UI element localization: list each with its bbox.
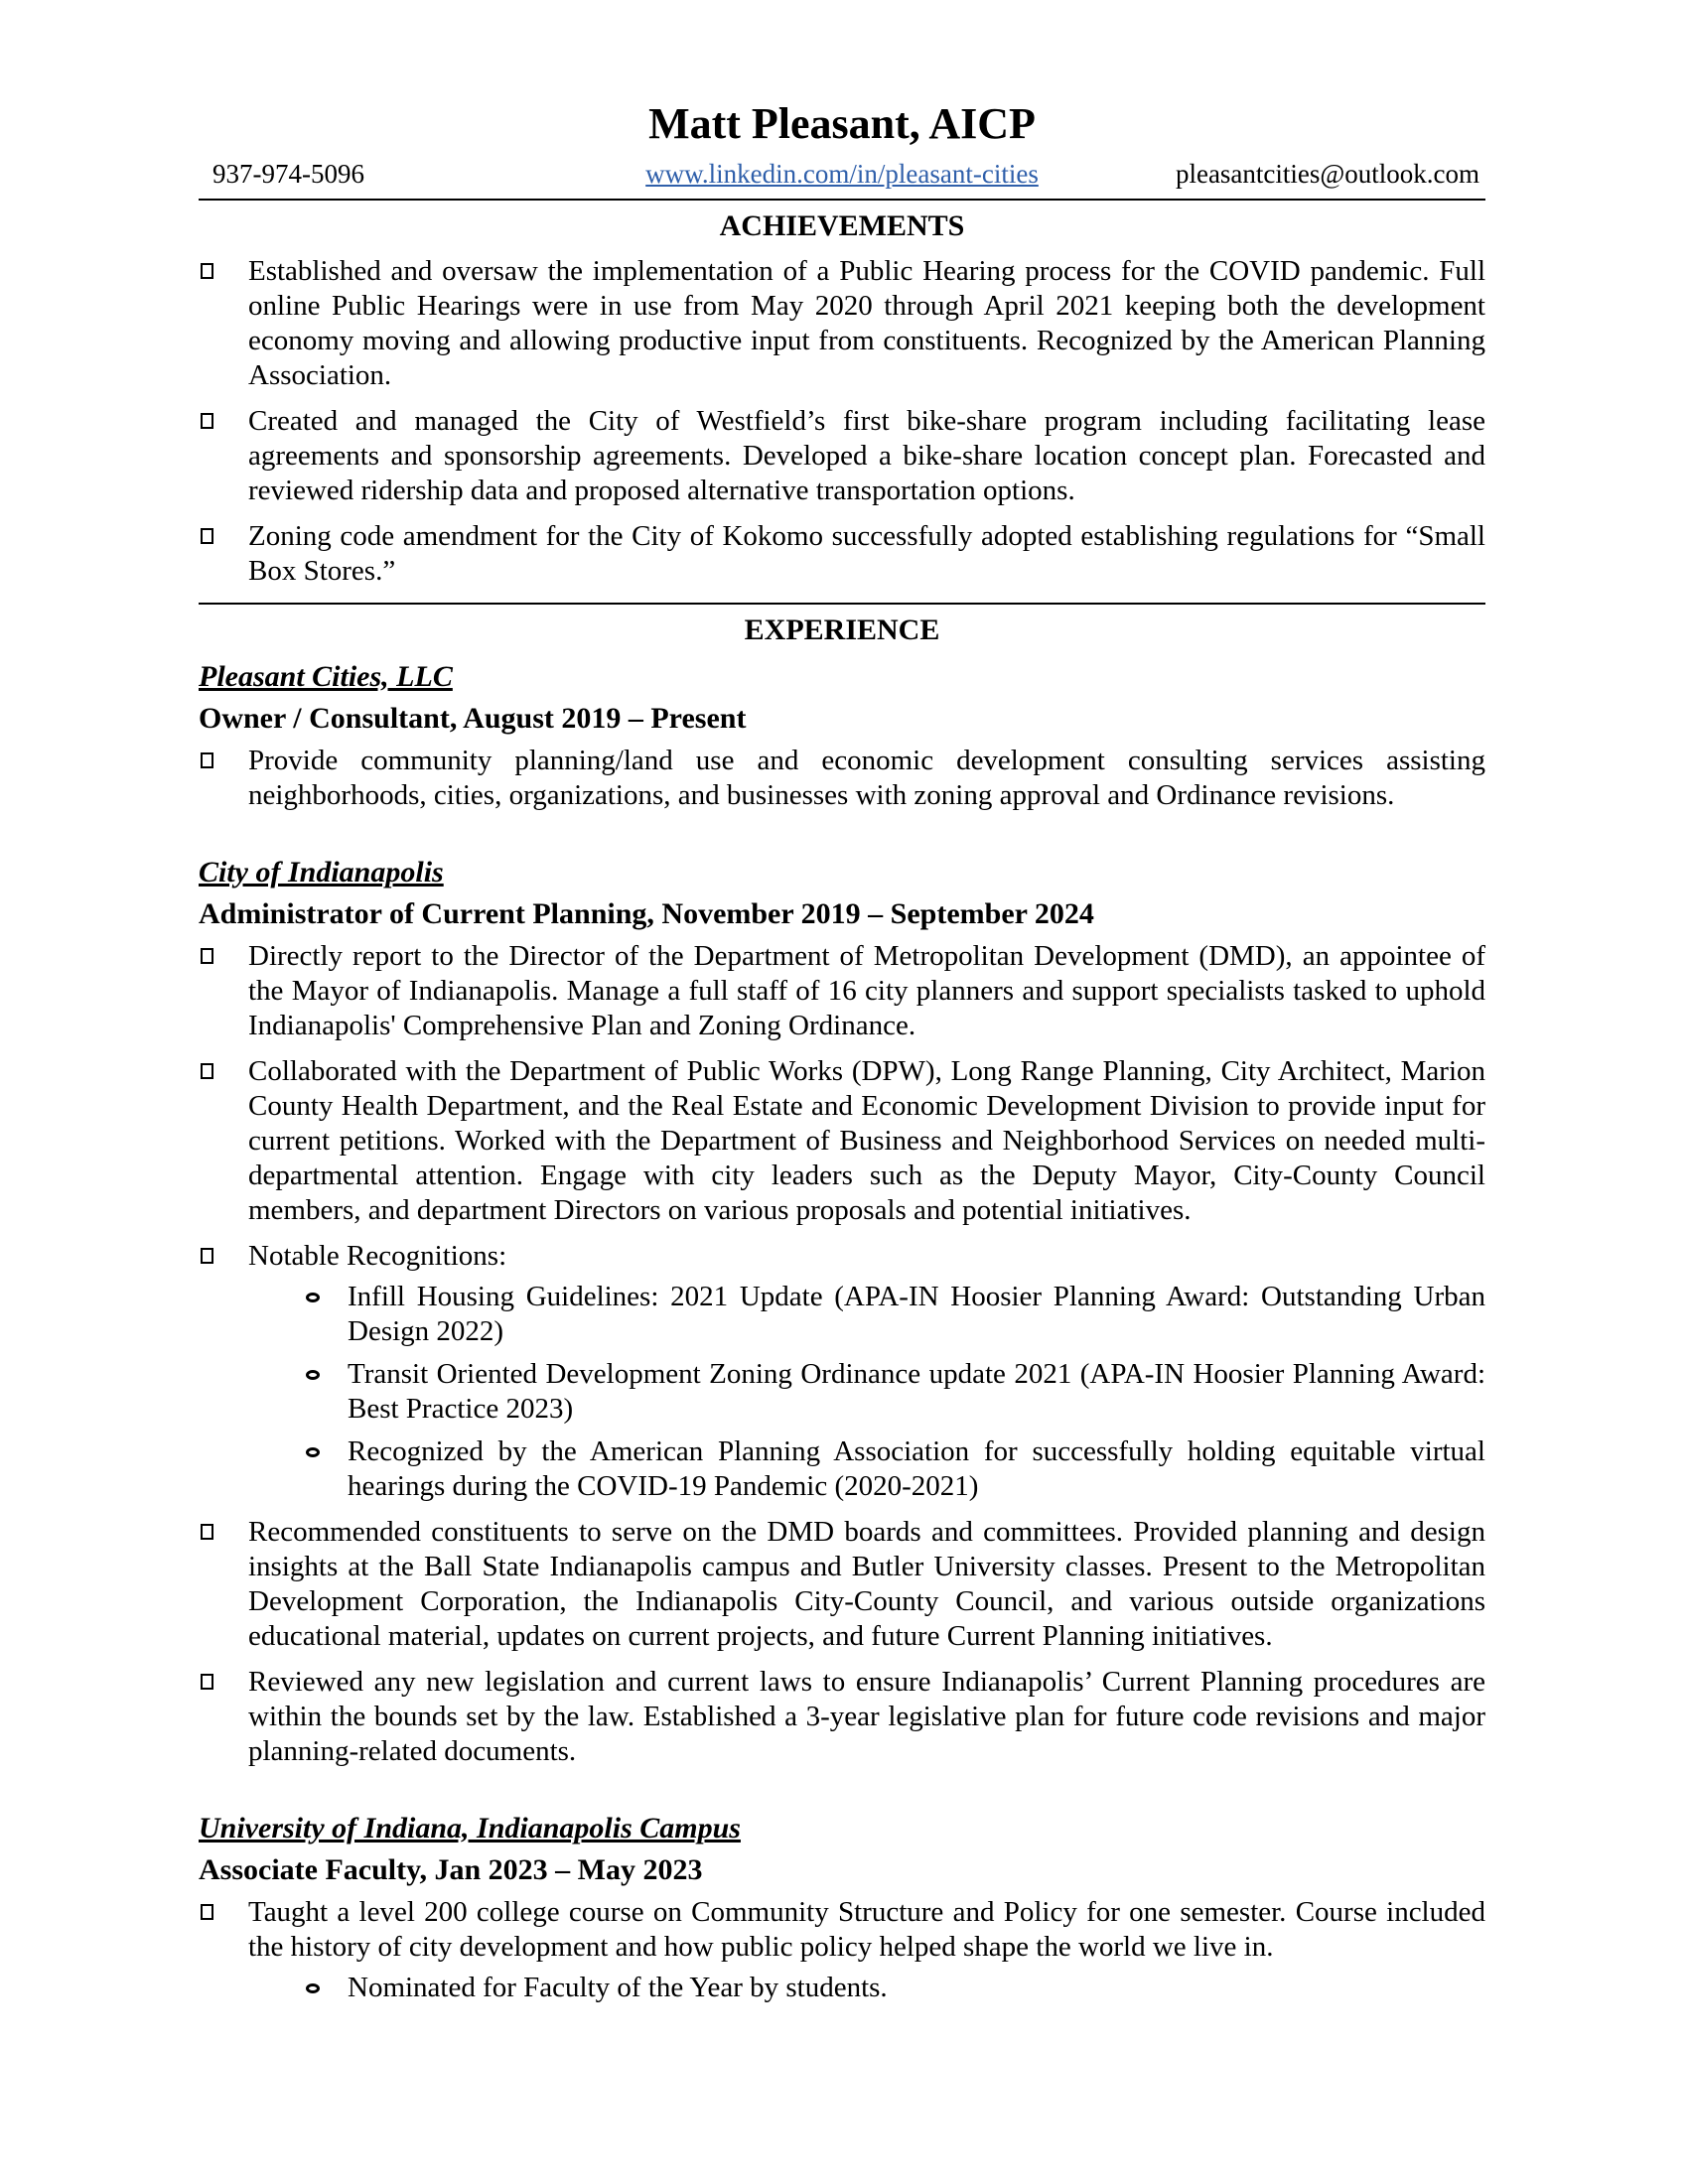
list-item: Recognized by the American Planning Association for successfully holding equitable virtual hearings during the COVID-19 Pandemic (2020-2021) — [199, 1434, 1485, 1504]
job-bullets — [199, 744, 1485, 813]
list-item: Created and managed the City of Westfield’s first bike-share program including facilitating lease agreements and sponsorship agreements. Developed a bike-share location concept plan. Forecasted and reviewed ridership data and proposed alternative transportation options. — [199, 404, 1485, 508]
employer-name: University of Indiana, Indianapolis Campus — [199, 1812, 741, 1844]
circle-bullet-icon — [306, 1983, 320, 1993]
checkbox-bullet-icon — [201, 413, 213, 429]
sub-list — [199, 1971, 1485, 2005]
section-divider — [199, 199, 1485, 201]
recognitions-list — [199, 1280, 1485, 1504]
list-item: Notable Recognitions: Infill Housing Guidelines: 2021 Update (APA-IN Hoosier Planning Award: Outstanding Urban Design 2022) Transit Oriented Development Zoning Ordinance update 2021 (APA-IN Hoosier Planning Award: Best Practice 2023) Recognized by the American Planning Association for successfully holding equitable virtual hearings during the COVID-19 Pandemic (2020-2021) — [199, 1239, 1485, 1504]
contact-line — [199, 159, 1485, 199]
list-item: Recommended constituents to serve on the DMD boards and committees. Provided planning and design insights at the Ball State Indianapolis campus and Butler University classes. Present to the Metropolitan Development Corporation, the Indianapolis City-County Council, and various outside organizations educational material, updates on current projects, and future Current Planning initiatives. — [199, 1515, 1485, 1654]
list-item: Transit Oriented Development Zoning Ordinance update 2021 (APA-IN Hoosier Planning Award: Best Practice 2023) — [199, 1357, 1485, 1427]
checkbox-bullet-icon — [201, 948, 213, 964]
checkbox-bullet-icon — [201, 1904, 213, 1920]
job-title: Owner / Consultant, August 2019 – Present — [199, 702, 747, 735]
list-item: Collaborated with the Department of Public Works (DPW), Long Range Planning, City Architect, Marion County Health Department, and the Real Estate and Economic Development Division to provide input for current petitions. Worked with the Department of Business and Neighborhood Services on needed multi-departmental attention. Engage with city leaders such as the Deputy Mayor, City-County Council members, and department Directors on various proposals and potential initiatives. — [199, 1054, 1485, 1228]
list-item: Established and oversaw the implementation of a Public Hearing process for the COVID pandemic. Full online Public Hearings were in use from May 2020 through April 2021 keeping both the development economy moving and allowing productive input from constituents. Recognized by the American Planning Association. — [199, 254, 1485, 393]
email-address: pleasantcities@outlook.com — [1175, 159, 1479, 189]
job-bullets — [199, 939, 1485, 1769]
checkbox-bullet-icon — [201, 1524, 213, 1540]
checkbox-bullet-icon — [201, 263, 213, 279]
list-item: Reviewed any new legislation and current laws to ensure Indianapolis’ Current Planning procedures are within the bounds set by the law. Established a 3-year legislative plan for future code revisions and major planning-related documents. — [199, 1665, 1485, 1769]
list-item: Directly report to the Director of the Department of Metropolitan Development (DMD), an appointee of the Mayor of Indianapolis. Manage a full staff of 16 city planners and support specialists tasked to uphold Indianapolis' Comprehensive Plan and Zoning Ordinance. — [199, 939, 1485, 1043]
list-item: Infill Housing Guidelines: 2021 Update (APA-IN Hoosier Planning Award: Outstanding Urban Design 2022) — [199, 1280, 1485, 1349]
list-item: Taught a level 200 college course on Community Structure and Policy for one semester. Course included the history of city development and how public policy helped shape the world we live in. Nominated for Faculty of the Year by students. — [199, 1895, 1485, 2005]
employer-name: Pleasant Cities, LLC — [199, 660, 453, 693]
candidate-name: Matt Pleasant, AICP — [648, 99, 1036, 148]
checkbox-bullet-icon — [201, 752, 213, 768]
circle-bullet-icon — [306, 1293, 320, 1302]
circle-bullet-icon — [306, 1370, 320, 1380]
job-title: Administrator of Current Planning, November 2019 – September 2024 — [199, 897, 1094, 930]
list-item: Provide community planning/land use and economic development consulting services assisting neighborhoods, cities, organizations, and businesses with zoning approval and Ordinance revisions. — [199, 744, 1485, 813]
checkbox-bullet-icon — [201, 1674, 213, 1690]
employer-name: City of Indianapolis — [199, 856, 444, 888]
checkbox-bullet-icon — [201, 1063, 213, 1079]
experience-heading: EXPERIENCE — [744, 614, 940, 646]
achievements-list — [199, 254, 1485, 589]
section-divider — [199, 603, 1485, 605]
job-title: Associate Faculty, Jan 2023 – May 2023 — [199, 1853, 703, 1886]
circle-bullet-icon — [306, 1447, 320, 1457]
resume-page — [199, 0, 1485, 2016]
checkbox-bullet-icon — [201, 528, 213, 544]
linkedin-link[interactable]: www.linkedin.com/in/pleasant-cities — [645, 159, 1039, 189]
list-item: Zoning code amendment for the City of Kokomo successfully adopted establishing regulations for “Small Box Stores.” — [199, 519, 1485, 589]
phone-number: 937-974-5096 — [212, 159, 364, 189]
list-item: Nominated for Faculty of the Year by students. — [199, 1971, 1485, 2005]
checkbox-bullet-icon — [201, 1248, 213, 1264]
achievements-heading: ACHIEVEMENTS — [719, 209, 965, 242]
job-bullets — [199, 1895, 1485, 2005]
